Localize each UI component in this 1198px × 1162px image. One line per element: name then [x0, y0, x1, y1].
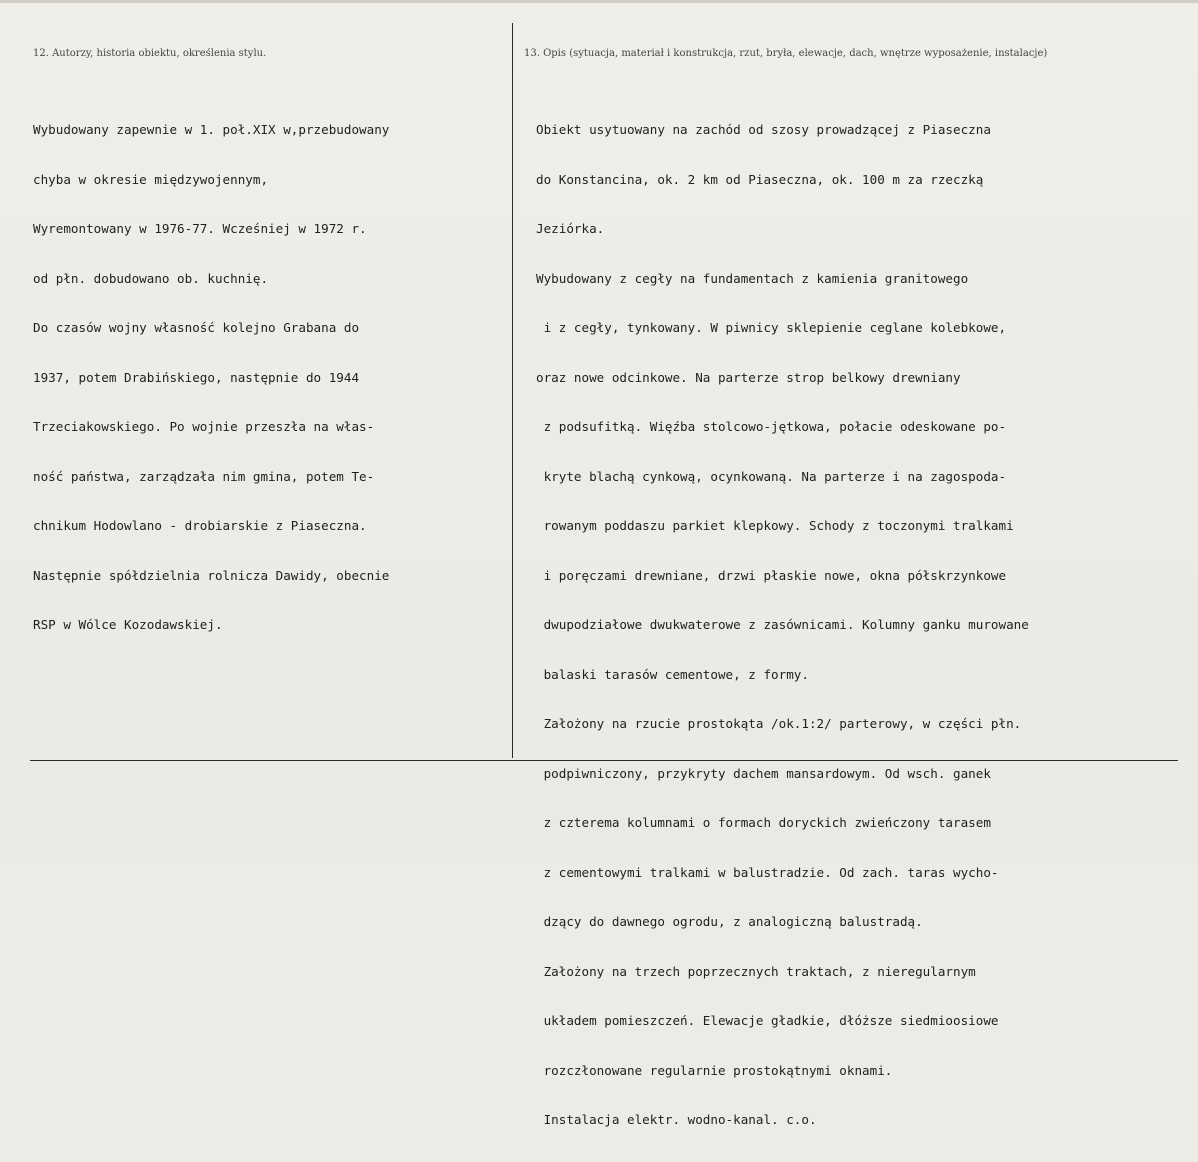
text-line: Wyremontowany w 1976-77. Wcześniej w 1972 r.: [33, 221, 367, 236]
section-12-heading: 12. Autorzy, historia obiektu, określenia stylu.: [33, 48, 267, 59]
text-line: od płn. dobudowano ob. kuchnię.: [33, 270, 269, 286]
text-line: dzący do dawnego ogrodu, z analogiczną balustradą.: [536, 914, 923, 929]
text-line: oraz nowe odcinkowe. Na parterze strop belkowy drewniany: [536, 369, 961, 385]
description-text: [536, 89, 1029, 1162]
text-line: Następnie spółdzielnia rolnicza Dawidy, obecnie: [33, 567, 390, 583]
text-line: chnikum Hodowlano - drobiarskie z Piaseczna.: [33, 518, 367, 533]
text-line: z podsufitką. Więźba stolcowo-jętkowa, połacie odeskowane po-: [536, 419, 1007, 434]
history-text: [33, 89, 389, 667]
text-line: Jeziórka.: [536, 221, 605, 236]
text-line: dwupodziałowe dwukwaterowe z zasównicami. Kolumny ganku murowane: [536, 617, 1029, 632]
text-line: kryte blachą cynkową, ocynkowaną. Na parterze i na zagospoda-: [536, 468, 1007, 484]
text-line: Trzeciakowskiego. Po wojnie przeszła na włas-: [33, 419, 375, 434]
text-line: Wybudowany z cegły na fundamentach z kamienia granitowego: [536, 270, 969, 286]
text-line: z czterema kolumnami o formach doryckich zwieńczony tarasem: [536, 815, 991, 830]
text-line: i z cegły, tynkowany. W piwnicy sklepienie ceglane kolebkowe,: [536, 320, 1007, 335]
text-line: do Konstancina, ok. 2 km od Piaseczna, ok. 100 m za rzeczką: [536, 171, 984, 187]
text-line: RSP w Wólce Kozodawskiej.: [33, 617, 223, 632]
text-line: Obiekt usytuowany na zachód od szosy prowadzącej z Piaseczna: [536, 122, 991, 137]
text-line: Do czasów wojny własność kolejno Grabana do: [33, 320, 360, 335]
text-line: Wybudowany zapewnie w 1. poł.XIX w,przebudowany: [33, 122, 390, 137]
text-line: układem pomieszczeń. Elewacje gładkie, dłóższe siedmioosiowe: [536, 1013, 999, 1028]
text-line: Założony na rzucie prostokąta /ok.1:2/ parterowy, w części płn.: [536, 716, 1022, 731]
text-line: i poręczami drewniane, drzwi płaskie nowe, okna półskrzynkowe: [536, 567, 1007, 583]
section-13-heading: 13. Opis (sytuacja, materiał i konstrukcja, rzut, bryła, elewacje, dach, wnętrze wyposażenie, instalacje): [524, 48, 1048, 59]
text-line: 1937, potem Drabińskiego, następnie do 1944: [33, 369, 360, 385]
text-line: Założony na trzech poprzecznych traktach, z nieregularnym: [536, 963, 976, 979]
text-line: chyba w okresie międzywojennym,: [33, 171, 269, 187]
text-line: balaski tarasów cementowe, z formy.: [536, 666, 809, 682]
text-line: rowanym poddaszu parkiet klepkowy. Schody z toczonymi tralkami: [536, 518, 1014, 533]
text-line: z cementowymi tralkami w balustradzie. Od zach. taras wycho-: [536, 864, 999, 880]
text-line: rozczłonowane regularnie prostokątnymi oknami.: [536, 1062, 893, 1078]
text-line: ność państwa, zarządzała nim gmina, potem Te-: [33, 468, 375, 484]
vertical-divider: [512, 23, 513, 758]
text-line: podpiwniczony, przykryty dachem mansardowym. Od wsch. ganek: [536, 765, 991, 781]
text-line: Instalacja elektr. wodno-kanal. c.o.: [536, 1112, 817, 1127]
